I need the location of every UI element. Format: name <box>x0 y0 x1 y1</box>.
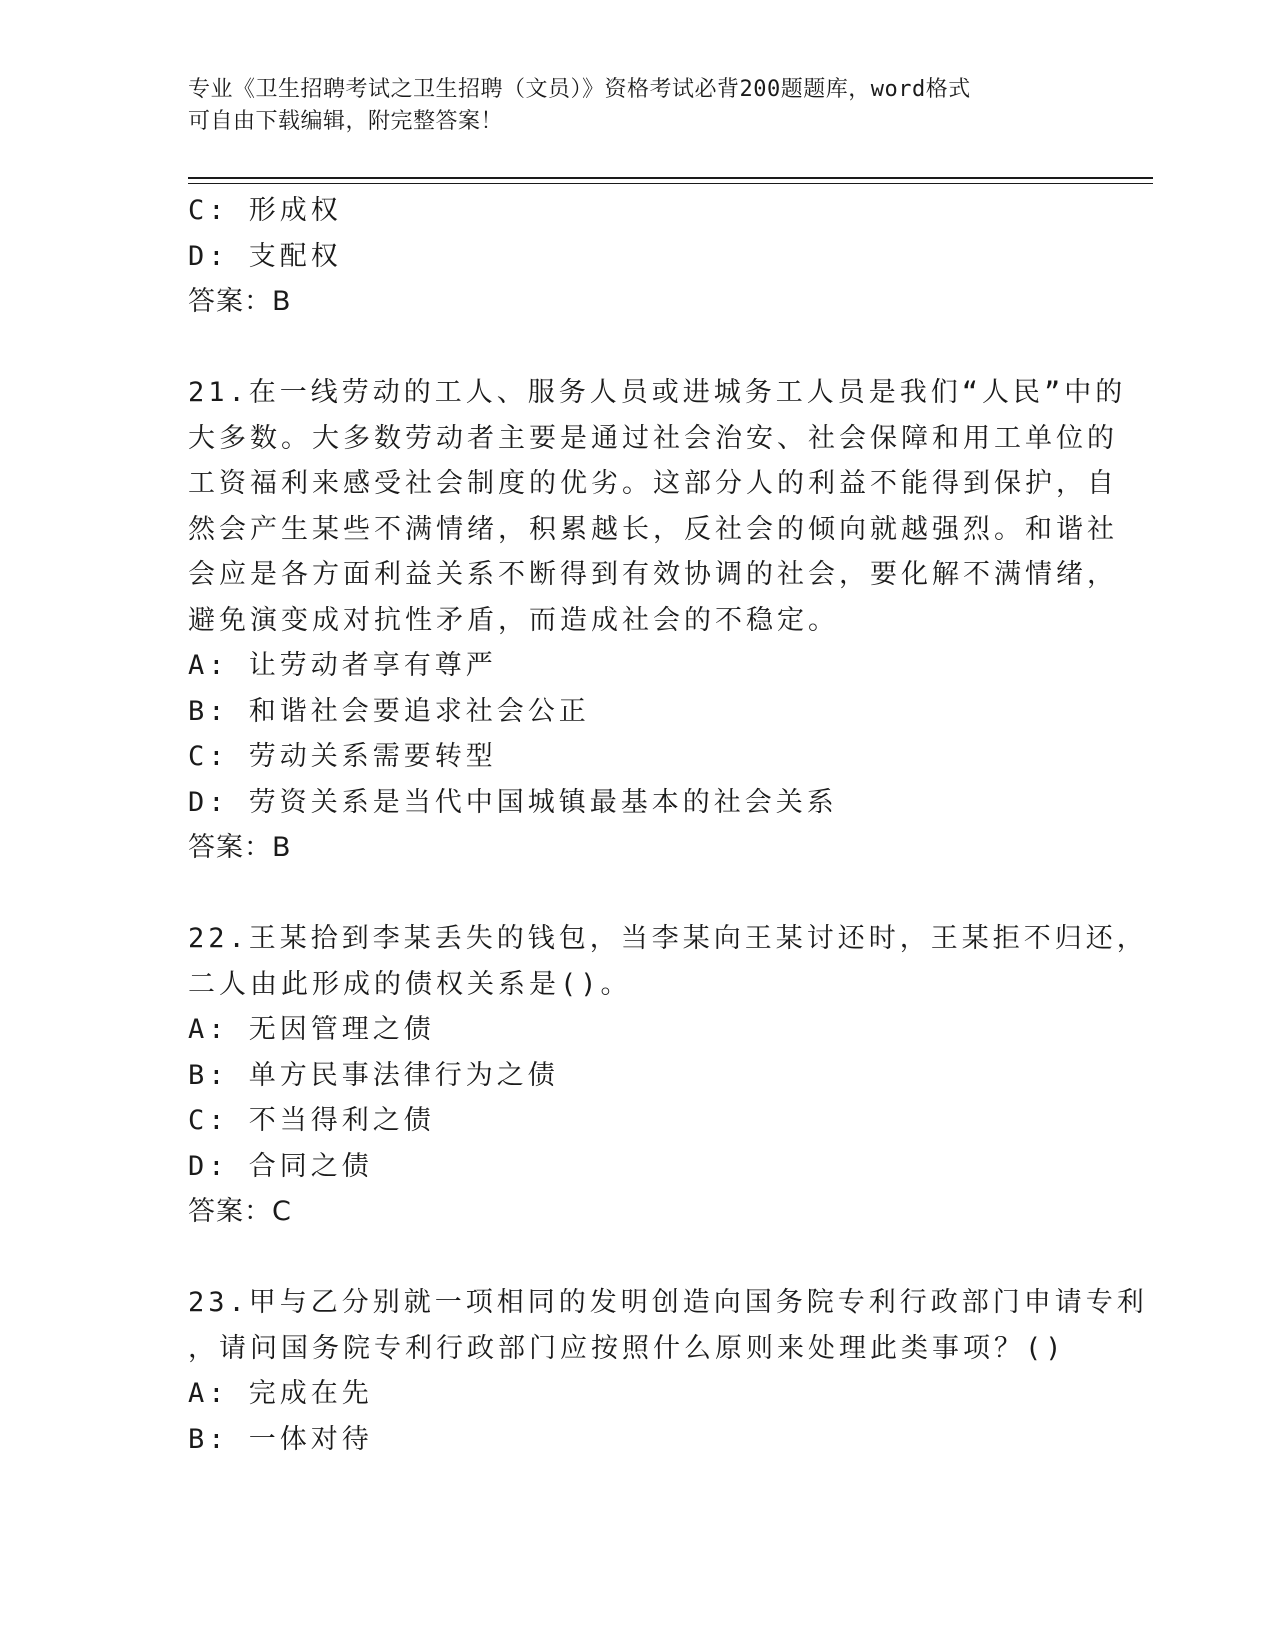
answer: 答案：C <box>188 1196 292 1227</box>
header-line-1: 专业《卫生招聘考试之卫生招聘（文员）》资格考试必背200题题库，word格式 <box>188 77 971 102</box>
question-20-tail <box>188 188 1088 325</box>
option-a: A: 无因管理之债 <box>188 1014 435 1045</box>
answer: 答案：B <box>188 286 292 317</box>
option-c: C: 不当得利之债 <box>188 1105 435 1136</box>
question-stem-line: 然会产生某些不满情绪，积累越长，反社会的倾向就越强烈。和谐社 <box>188 513 1118 545</box>
spacer <box>188 1235 1088 1281</box>
question-23 <box>188 1280 1148 1462</box>
question-stem-line: 23.甲与乙分别就一项相同的发明创造向国务院专利行政部门申请专利 <box>188 1287 1148 1318</box>
question-stem-line: 工资福利来感受社会制度的优劣。这部分人的利益不能得到保护，自 <box>188 468 1118 499</box>
spacer <box>188 325 1088 371</box>
option-b: B: 和谐社会要追求社会公正 <box>188 695 590 727</box>
option-a: A: 完成在先 <box>188 1378 373 1409</box>
document-header <box>188 74 1088 138</box>
option-d: D: 支配权 <box>188 240 342 272</box>
question-stem-line: 21.在一线劳动的工人、服务人员或进城务工人员是我们“人民”中的 <box>188 377 1127 408</box>
option-b: B: 单方民事法律行为之债 <box>188 1059 559 1091</box>
option-d: D: 劳资关系是当代中国城镇最基本的社会关系 <box>188 786 838 818</box>
header-rule-thin <box>188 183 1153 184</box>
question-stem-line: 22.王某拾到李某丢失的钱包，当李某向王某讨还时，王某拒不归还， <box>188 923 1148 954</box>
header-rule-thick <box>188 177 1153 179</box>
header-line-2: 可自由下载编辑，附完整答案！ <box>188 109 504 134</box>
question-21 <box>188 370 1127 871</box>
question-stem-line: 二人由此形成的债权关系是()。 <box>188 968 632 1000</box>
option-c: C: 劳动关系需要转型 <box>188 741 497 772</box>
spacer <box>188 871 1088 917</box>
question-stem-line: 大多数。大多数劳动者主要是通过社会治安、社会保障和用工单位的 <box>188 422 1118 454</box>
option-d: D: 合同之债 <box>188 1150 373 1182</box>
answer: 答案：B <box>188 832 292 863</box>
document-body <box>188 188 1148 1462</box>
option-a: A: 让劳动者享有尊严 <box>188 650 497 681</box>
question-stem-line: 会应是各方面利益关系不断得到有效协调的社会，要化解不满情绪， <box>188 559 1118 590</box>
question-stem-line: ，请问国务院专利行政部门应按照什么原则来处理此类事项？() <box>188 1332 1066 1364</box>
question-22 <box>188 916 1148 1235</box>
option-b: B: 一体对待 <box>188 1423 373 1455</box>
option-c: C: 形成权 <box>188 195 342 226</box>
question-stem-line: 避免演变成对抗性矛盾，而造成社会的不稳定。 <box>188 604 839 636</box>
